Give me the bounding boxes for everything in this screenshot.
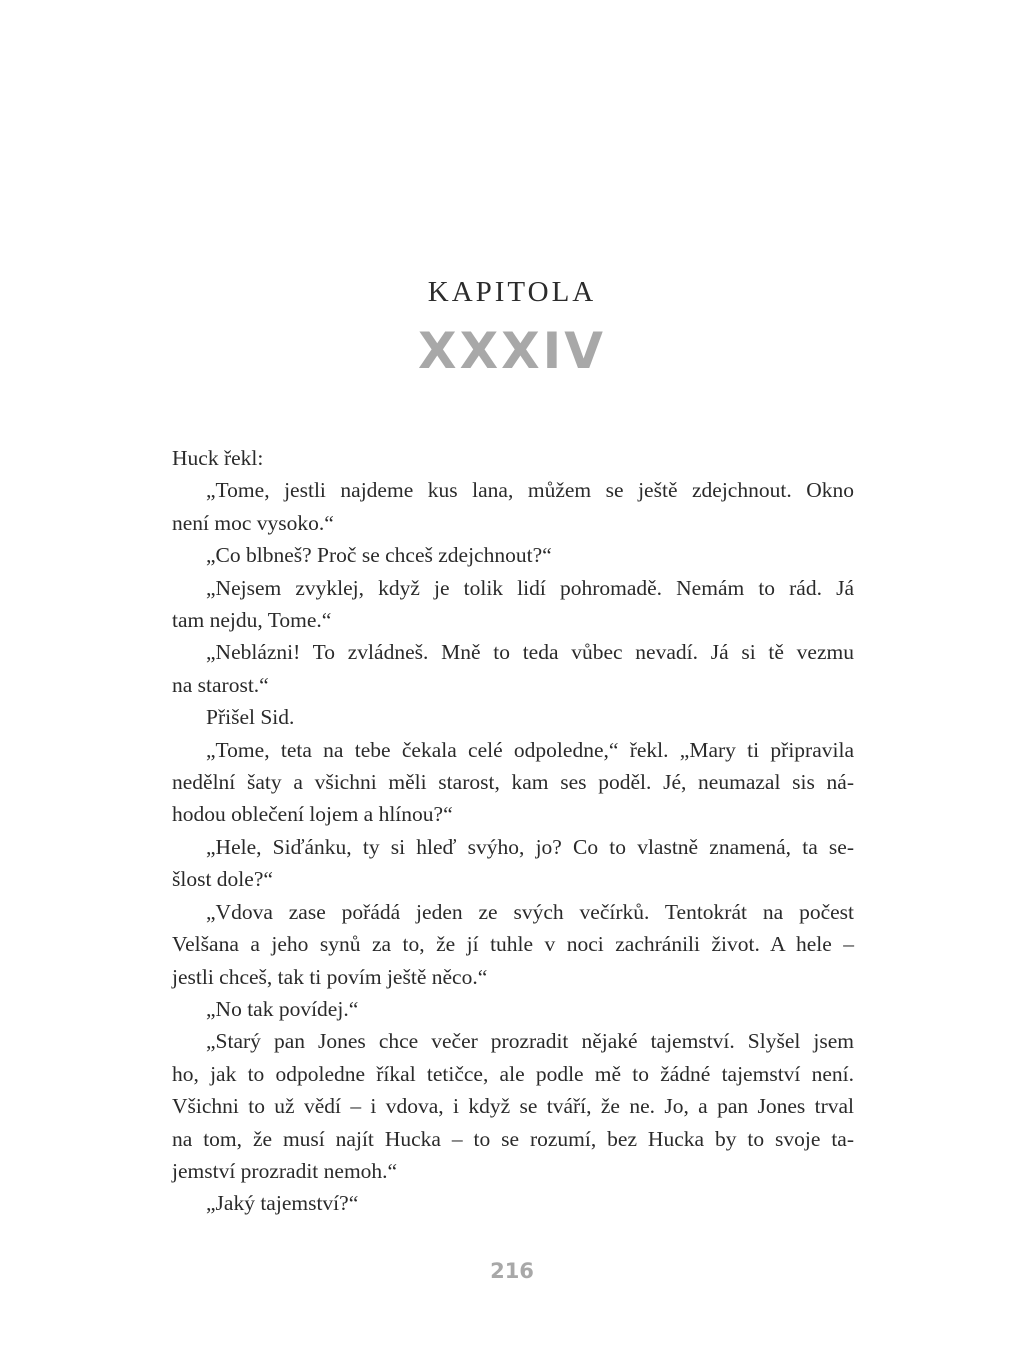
chapter-label: KAPITOLA: [427, 276, 597, 308]
text-line: jemství prozradit nemoh.“: [172, 1158, 398, 1183]
text-line: na starost.“: [172, 672, 269, 697]
text-line: jestli chceš, tak ti povím ještě něco.“: [172, 964, 488, 989]
text-line: šlost dole?“: [172, 867, 273, 892]
text-line: Velšana a jeho synů za to, že jí tuhle v noci zachránili život. A hele –: [172, 932, 854, 957]
text-line: „Tome, jestli najdeme kus lana, můžem se ještě zdejchnout. Okno: [206, 478, 854, 503]
text-line: „Nejsem zvyklej, když je tolik lidí pohromadě. Nemám to rád. Já: [206, 575, 854, 600]
text-line: na tom, že musí najít Hucka – to se rozumí, bez Hucka by to svoje ta-: [172, 1126, 854, 1151]
text-line: nedělní šaty a všichni měli starost, kam ses poděl. Jé, neumazal sis ná-: [172, 770, 854, 795]
text-line: hodou oblečení lojem a hlínou?“: [172, 802, 453, 827]
text-line: Přišel Sid.: [206, 705, 295, 730]
text-line: ho, jak to odpoledne říkal tetičce, ale podle mě to žádné tajemství není.: [172, 1061, 854, 1086]
text-line: „No tak povídej.“: [206, 996, 359, 1021]
page-number: 216: [490, 1259, 534, 1283]
text-line: „Jaký tajemství?“: [206, 1191, 359, 1216]
text-line: „Co blbneš? Proč se chceš zdejchnout?“: [206, 543, 552, 568]
text-line: není moc vysoko.“: [172, 510, 334, 535]
text-line: Všichni to už vědí – i vdova, i když se tváří, že ne. Jo, a pan Jones trval: [172, 1094, 854, 1119]
text-line: „Neblázni! To zvládneš. Mně to teda vůbec nevadí. Já si tě vezmu: [206, 640, 854, 665]
chapter-body-text: [172, 442, 854, 1220]
text-line: „Tome, teta na tebe čekala celé odpoledne,“ řekl. „Mary ti připravila: [206, 737, 854, 762]
text-line: „Vdova zase pořádá jeden ze svých večírků. Tentokrát na počest: [206, 899, 854, 924]
text-line: Huck řekl:: [172, 446, 264, 470]
text-line: „Hele, Siďánku, ty si hleď svýho, jo? Co to vlastně znamená, ta se-: [206, 834, 854, 859]
text-line: „Starý pan Jones chce večer prozradit nějaké tajemství. Slyšel jsem: [206, 1029, 854, 1054]
text-line: tam nejdu, Tome.“: [172, 608, 332, 633]
chapter-number: XXXIV: [418, 322, 606, 380]
